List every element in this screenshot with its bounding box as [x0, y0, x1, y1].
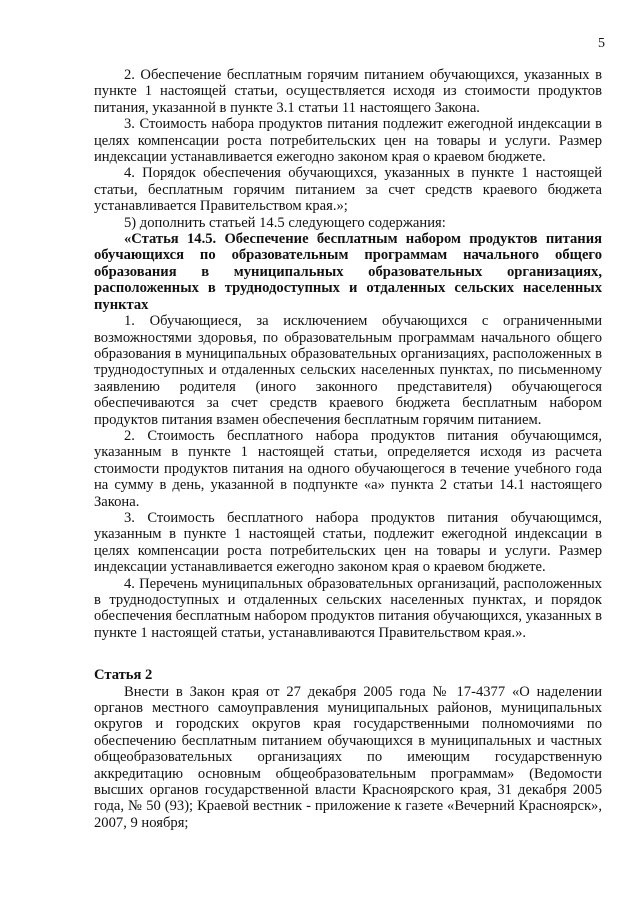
- paragraph: 3. Стоимость набора продуктов питания подлежит ежегодной индексации в целях компенсации роста потребительских цен на товары и услуги. Размер индексации устанавливается ежегодно законом края о краевом бюджете.: [94, 116, 602, 166]
- article-2-heading: Статья 2: [94, 667, 153, 684]
- document-body: [94, 67, 602, 831]
- paragraph: 4. Порядок обеспечения обучающихся, указанных в пункте 1 настоящей статьи, бесплатным горячим питанием за счет средств краевого бюджета устанавливается Правительством края.»;: [94, 165, 602, 215]
- paragraph: 4. Перечень муниципальных образовательных организаций, расположенных в труднодоступных и отдаленных сельских населенных пунктах, и порядок обеспечения бесплатным набором продуктов питания обучающихся, указанных в пункте 1 настоящей статьи, устанавливаются Правительством края.».: [94, 575, 602, 641]
- paragraph: 2. Обеспечение бесплатным горячим питанием обучающихся, указанных в пункте 1 настоящей статьи, осуществляется исходя из стоимости продуктов питания, указанной в пункте 3.1 статьи 11 настоящего Закона.: [94, 67, 602, 116]
- page-number: 5: [598, 36, 605, 51]
- paragraph: 3. Стоимость бесплатного набора продуктов питания обучающимся, указанным в пункте 1 настоящей статьи, подлежит ежегодной индексации в целях компенсации роста потребительских цен на товары и услуги. Размер индексации устанавливается ежегодно законом края о краевом бюджете.: [94, 509, 602, 576]
- article-2-text: Внести в Закон края от 27 декабря 2005 года № 17-4377 «О наделении органов местного самоуправления муниципальных районов, муниципальных округов и городских округов края государственными полномочиями по обеспечению бесплатным питанием обучающихся в муниципальных и частных общеобразовательных организациях по имеющим государственную аккредитацию основным общеобразовательным программам» (Ведомости высших органов государственной власти Красноярского края, 31 декабря 2005 года, № 50 (93); Краевой вестник - приложение к газете «Вечерний Красноярск», 2007, 9 ноября;: [94, 683, 602, 831]
- paragraph: 1. Обучающиеся, за исключением обучающихся с ограниченными возможностями здоровья, по образовательным программам начального общего образования в муниципальных образовательных организациях, расположенных в труднодоступных и отдаленных сельских населенных пунктах, по письменному заявлению родителя (иного законного представителя) обучающегося обеспечиваются за счет средств краевого бюджета бесплатным набором продуктов питания взамен обеспечения бесплатным горячим питанием.: [94, 313, 602, 428]
- paragraph: 2. Стоимость бесплатного набора продуктов питания обучающимся, указанным в пункте 1 настоящей статьи, определяется исходя из расчета стоимости продуктов питания на одного обучающегося в течение учебного года на сумму в день, указанной в подпункте «а» пункта 2 статьи 14.1 настоящего Закона.: [94, 427, 602, 510]
- article-14-5-title: «Статья 14.5. Обеспечение бесплатным набором продуктов питания обучающихся по образовательным программам начального общего образования в муниципальных образовательных организациях, расположенных в труднодоступных и отдаленных сельских населенных пунктах: [94, 231, 602, 313]
- section-gap: [94, 641, 602, 667]
- paragraph: 5) дополнить статьей 14.5 следующего содержания:: [124, 214, 446, 231]
